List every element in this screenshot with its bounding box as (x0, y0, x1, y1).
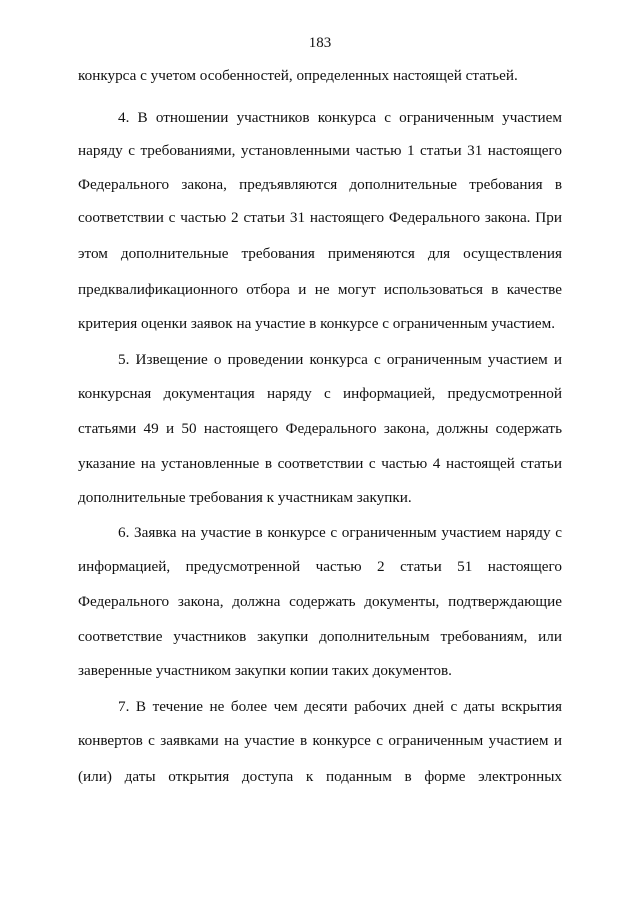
paragraph-line: заверенные участником закупки копии таких документов. (78, 662, 452, 679)
paragraph-line: информацией, предусмотренной частью 2 статьи 51 настоящего (78, 558, 562, 575)
paragraph-line: Федерального закона, должна содержать документы, подтверждающие (78, 593, 562, 610)
paragraph-line: 6. Заявка на участие в конкурсе с ограниченным участием наряду с (118, 524, 562, 541)
paragraph-line: конкурсная документация наряду с информацией, предусмотренной (78, 385, 562, 402)
paragraph-line: критерия оценки заявок на участие в конкурсе с ограниченным участием. (78, 315, 556, 332)
paragraph-line: соответствии с частью 2 статьи 31 настоящего Федерального закона. При (78, 209, 562, 226)
page-number: 183 (308, 35, 332, 51)
paragraph-line: 7. В течение не более чем десяти рабочих дней с даты вскрытия (118, 698, 562, 715)
paragraph-line: 5. Извещение о проведении конкурса с ограниченным участием и (118, 351, 562, 368)
paragraph-line: предквалификационного отбора и не могут использоваться в качестве (78, 281, 562, 298)
paragraph-line: дополнительные требования к участникам закупки. (78, 489, 412, 506)
paragraph-line: 4. В отношении участников конкурса с ограниченным участием (118, 109, 562, 126)
paragraph-line: конвертов с заявками на участие в конкурсе с ограниченным участием и (78, 732, 562, 749)
paragraph-line: этом дополнительные требования применяются для осуществления (78, 245, 562, 262)
paragraph-line: конкурса с учетом особенностей, определенных настоящей статьей. (78, 67, 518, 84)
paragraph-line: наряду с требованиями, установленными частью 1 статьи 31 настоящего (78, 142, 562, 159)
paragraph-line: (или) даты открытия доступа к поданным в форме электронных (78, 768, 562, 785)
paragraph-line: Федерального закона, предъявляются дополнительные требования в (78, 176, 562, 193)
paragraph-line: статьями 49 и 50 настоящего Федерального закона, должны содержать (78, 420, 562, 437)
paragraph-line: указание на установленные в соответствии с частью 4 настоящей статьи (78, 455, 562, 472)
paragraph-line: соответствие участников закупки дополнительным требованиям, или (78, 628, 562, 645)
